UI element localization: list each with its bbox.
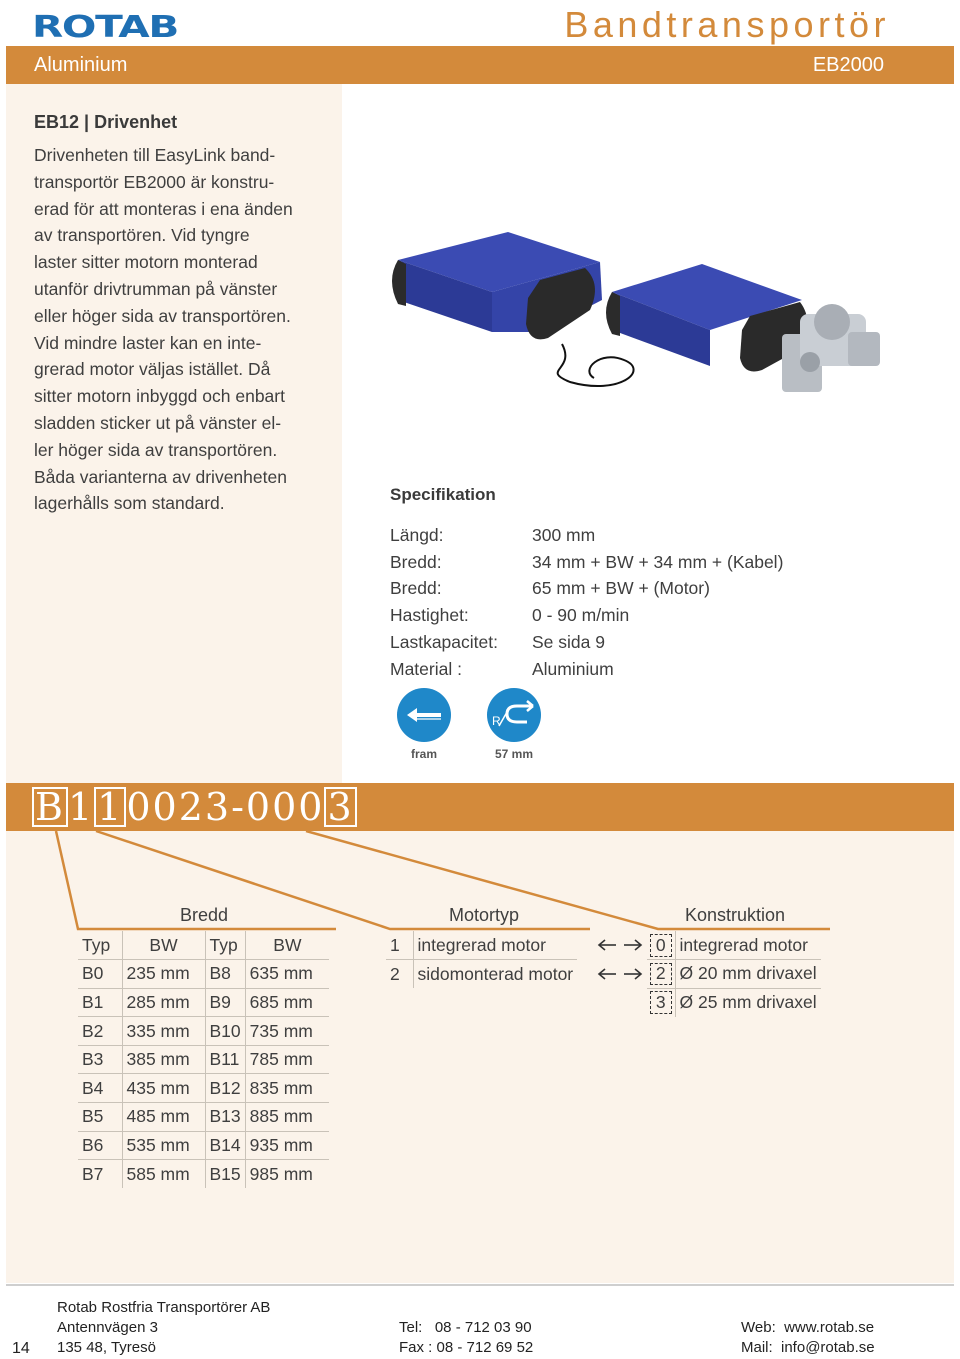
table-header-row [78,931,329,960]
table-cell: 635 mm [245,960,329,989]
description-line: erad för att monteras i ena änden [34,198,293,219]
table-cell: 885 mm [245,1103,329,1132]
table-row [78,1045,329,1074]
table-cell: 985 mm [245,1160,329,1189]
motortyp-table [386,931,577,988]
radius-symbol: R [492,714,501,728]
description-line: utanför drivtrumman på vänster [34,278,278,299]
table-cell: 685 mm [245,988,329,1017]
motortyp-heading: Motortyp [449,905,520,925]
table-cell: B8 [205,960,245,989]
table-cell: B11 [205,1045,245,1074]
width-table [78,931,329,1188]
code-char: 0 [245,785,273,829]
table-cell: 735 mm [245,1017,329,1046]
code-char: 3 [324,787,356,827]
direction-caption: fram [411,747,438,761]
direction-arrow-icon [397,688,451,742]
spec-row [390,522,783,549]
column-header: Typ [205,931,245,960]
code-char: - [231,785,246,829]
radius-caption: 57 mm [495,747,534,761]
table-row [78,1074,329,1103]
description-line: av transportören. Vid tyngre [34,225,250,246]
table-cell: 585 mm [122,1160,205,1189]
spec-heading: Specifikation [390,485,496,504]
table-cell: 435 mm [122,1074,205,1103]
rotab-logo [32,8,180,42]
table-cell: B3 [78,1045,122,1074]
footer-address [57,1298,270,1358]
table-row [78,1103,329,1132]
table-cell: B7 [78,1160,122,1189]
page-number: 14 [12,1340,30,1357]
spec-value: Aluminium [532,658,614,679]
table-cell: 1 [390,934,400,955]
table-cell: B5 [78,1103,122,1132]
city: 135 48, Tyresö [57,1339,156,1356]
footer-phone [399,1318,533,1358]
table-cell: B9 [205,988,245,1017]
description-line: sladden sticker ut på vänster el- [34,412,282,433]
table-cell: B10 [205,1017,245,1046]
code-char: B [32,787,68,827]
table-row [78,1160,329,1189]
table-cell: 235 mm [122,960,205,989]
table-row [647,988,821,1017]
spec-label: Material : [390,658,462,679]
table-cell: 335 mm [122,1017,205,1046]
spec-label: Längd: [390,524,444,545]
fax: Fax : 08 - 712 69 52 [399,1339,534,1356]
code-char: 0 [298,785,325,829]
table-cell: B1 [78,988,122,1017]
page-header-title: Bandtransportör [564,4,890,45]
table-cell: integrerad motor [675,931,821,960]
spec-row [390,629,783,656]
spec-value: Se sida 9 [532,632,605,653]
bredd-heading: Bredd [180,905,229,925]
table-row [386,931,577,960]
table-row [78,960,329,989]
website: Web: www.rotab.se [741,1319,875,1336]
street: Antennvägen 3 [57,1319,158,1336]
code-char: 0 [272,785,299,829]
table-row [386,960,577,989]
spec-label: Lastkapacitet: [390,632,498,653]
footer-web [741,1318,875,1358]
compatibility-arrows [596,931,646,991]
table-cell: 2 [647,960,675,989]
spec-value: 300 mm [532,524,596,545]
table-cell: 3 [647,988,675,1017]
company-name: Rotab Rostfria Transportörer AB [57,1299,271,1316]
table-cell: sidomonterad motor [413,960,577,989]
description-line: Vid mindre laster kan en inte- [34,332,262,353]
spec-table [390,522,783,683]
table-row [78,988,329,1017]
table-cell: integrerad motor [413,931,577,960]
table-cell: B13 [205,1103,245,1132]
table-cell: B2 [78,1017,122,1046]
product-image [380,220,900,440]
spec-label: Bredd: [390,578,442,599]
code-char: 1 [94,787,126,827]
table-cell: 785 mm [245,1045,329,1074]
radius-arrow-icon [487,688,541,742]
footer-divider [6,1284,954,1286]
spec-value: 34 mm + BW + 34 mm + (Kabel) [532,551,784,572]
code-char: 3 [204,785,232,829]
spec-row [390,602,783,629]
table-cell: 535 mm [122,1131,205,1160]
code-char: 0 [152,785,179,829]
description-line: transportör EB2000 är konstru- [34,171,275,192]
spec-label: Hastighet: [390,605,469,626]
spec-value: 0 - 90 m/min [532,605,630,626]
table-cell: B6 [78,1131,122,1160]
konstruktion-heading: Konstruktion [685,905,786,925]
table-cell: 0 [647,931,675,960]
model-label: EB2000 [812,54,884,76]
table-cell: Ø 20 mm drivaxel [675,960,821,989]
description-line: ler höger sida av transportören. [34,439,278,460]
spec-value: 65 mm + BW + (Motor) [532,578,710,599]
table-cell: B15 [205,1160,245,1189]
code-char: 0 [126,785,153,829]
code-char: 2 [178,785,205,829]
section-title: EB12 | Drivenhet [34,112,178,132]
order-code [32,783,357,831]
email: Mail: info@rotab.se [741,1339,875,1356]
material-label: Aluminium [34,54,128,76]
table-cell: 385 mm [122,1045,205,1074]
description-line: Drivenheten till EasyLink band- [34,145,276,165]
spec-row [390,576,783,603]
column-header: BW [122,931,205,960]
table-cell: 2 [386,960,413,989]
table-cell: 285 mm [122,988,205,1017]
spec-row [390,656,783,683]
table-row [78,1017,329,1046]
svg-text:ROTAB: ROTAB [32,10,178,42]
table-cell: B4 [78,1074,122,1103]
spec-row [390,549,783,576]
table-row [647,931,821,960]
description-line: Båda varianterna av drivenheten [34,466,287,487]
column-header: Typ [82,934,111,955]
column-header: BW [245,931,329,960]
code-char: 1 [67,785,95,829]
header-bar [6,46,954,84]
description-line: sitter motorn inbyggd och enbart [34,386,285,407]
description-line: eller höger sida av transportören. [34,305,291,326]
table-cell: 485 mm [122,1103,205,1132]
table-cell: B12 [205,1074,245,1103]
table-cell: B14 [205,1131,245,1160]
description-text [34,142,334,517]
conveyor-integrated-motor [392,232,634,386]
table-cell: 935 mm [245,1131,329,1160]
spec-label: Bredd: [390,551,442,572]
conveyor-side-motor [606,264,880,392]
konstruktion-table [647,931,821,1017]
table-row [78,1131,329,1160]
table-cell: B0 [78,960,122,989]
telephone: Tel: 08 - 712 03 90 [399,1319,532,1336]
table-cell: 835 mm [245,1074,329,1103]
description-line: laster sitter motorn monterad [34,252,258,273]
table-cell: Ø 25 mm drivaxel [675,988,821,1017]
description-line: lagerhålls som standard. [34,493,225,514]
table-row [647,960,821,989]
description-line: grerad motor väljas istället. Då [34,359,271,380]
